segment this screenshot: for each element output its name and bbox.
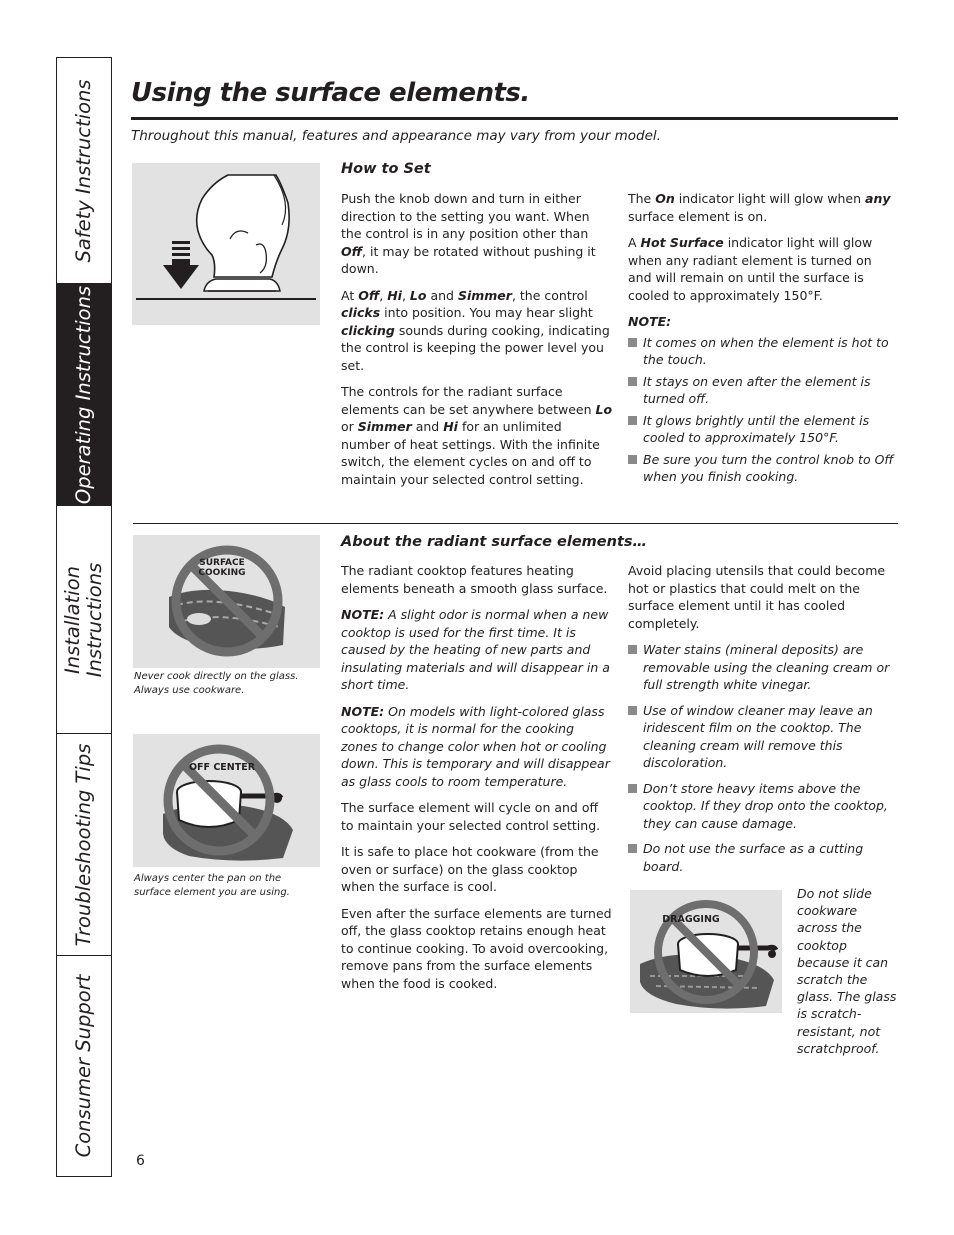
about-paragraph-4: Even after the surface elements are turned off, the glass cooktop retains enough heat to continue cooking. To avoid overcooking, remove pans from the surface elements when the food is cooked.: [341, 905, 612, 991]
tab-label: Consumer Support: [72, 974, 95, 1158]
tab-consumer-support[interactable]: [57, 956, 111, 1176]
tab-safety-instructions[interactable]: [57, 58, 111, 284]
list-item: Do not use the surface as a cutting board.: [628, 840, 894, 875]
page-title: Using the surface elements.: [131, 78, 530, 108]
list-item: It stays on even after the element is turned off.: [628, 373, 894, 408]
title-rule: [131, 117, 898, 120]
about-paragraph-3: It is safe to place hot cookware (from the oven or surface) on the glass cooktop when the surface is cool.: [341, 844, 599, 894]
about-radiant-heading: About the radiant surface elements…: [341, 534, 648, 550]
tab-installation-instructions[interactable]: [57, 506, 111, 734]
tab-label: Troubleshooting Tips: [72, 743, 95, 946]
hot-surface-paragraph: A Hot Surface indicator light will glow when any radiant element is turned on and will remain on until the surface is cooled to approximately 150°F.: [628, 235, 873, 303]
how-to-set-paragraph-2: At Off, Hi, Lo and Simmer, the control clicks into position. You may hear slight clicking sounds during cooking, indicating the control is keeping the power level you set.: [341, 287, 610, 373]
about-note-2: NOTE: On models with light-colored glass cooktops, it is normal for the cooking zones to change color when hot or cooling down. This is temporary and will disappear as glass cools to room temperature.: [341, 703, 610, 789]
how-to-set-left-column: [341, 190, 613, 497]
about-radiant-left-column: [341, 562, 613, 1001]
surface-cooking-illustration: [133, 535, 320, 668]
knob-push-turn-illustration: [132, 163, 320, 325]
list-item: Water stains (mineral deposits) are removable using the cleaning cream or full strength white vinegar.: [628, 641, 894, 694]
about-paragraph-1: The radiant cooktop features heating elements beneath a smooth glass surface.: [341, 563, 608, 596]
on-indicator-paragraph: The On indicator light will glow when any surface element is on.: [628, 191, 891, 224]
how-to-set-paragraph-3: The controls for the radiant surface elements can be set anywhere between Lo or Simmer and Hi for an unlimited number of heat settings. With the infinite switch, the element cycles on and off to maintain your selected control setting.: [341, 384, 613, 487]
care-tips-list: [628, 641, 894, 875]
side-tab-bar: [56, 57, 112, 1177]
how-to-set-heading: How to Set: [341, 161, 431, 177]
off-center-label: OFF CENTER: [188, 762, 256, 773]
avoid-utensils-paragraph: Avoid placing utensils that could become hot or plastics that could melt on the surface element until it has cooled completely.: [628, 563, 886, 631]
how-to-set-right-column: [628, 190, 894, 490]
dragging-label: DRAGGING: [662, 914, 720, 925]
section-divider: [133, 523, 898, 524]
note-label: NOTE:: [628, 314, 672, 329]
tab-operating-instructions[interactable]: [57, 284, 111, 506]
how-to-set-paragraph-1: Push the knob down and turn in either direction to the setting you want. When the control is in any position other than Off, it may be rotated without pushing it down.: [341, 191, 596, 276]
tab-label: Safety Instructions: [72, 78, 95, 263]
list-item: Use of window cleaner may leave an iridescent film on the cooktop. The cleaning cream will remove this discoloration.: [628, 702, 894, 772]
about-note-1: NOTE: A slight odor is normal when a new cooktop is used for the first time. It is caused by the heating of new parts and insulating materials and will disappear in a short time.: [341, 607, 610, 692]
about-radiant-right-column: [628, 562, 894, 879]
list-item: Don’t store heavy items above the cooktop. If they drop onto the cooktop, they can cause damage.: [628, 780, 894, 833]
off-center-caption: Always center the pan on the surface element you are using.: [134, 873, 290, 898]
dragging-caption: Do not slide cookware across the cooktop because it can scratch the glass. The glass is scratch-resistant, not scratchproof.: [797, 886, 897, 1056]
dragging-illustration: [630, 890, 782, 1013]
list-item: It glows brightly until the element is cooled to approximately 150°F.: [628, 412, 894, 447]
tab-troubleshooting-tips[interactable]: [57, 734, 111, 956]
surface-cooking-label: SURFACE COOKING: [198, 558, 246, 578]
tab-label: Operating Instructions: [72, 285, 95, 504]
tab-label: Installation Instructions: [61, 562, 106, 677]
list-item: Be sure you turn the control knob to Off when you finish cooking.: [628, 451, 894, 486]
off-center-illustration: [133, 734, 320, 867]
page-number: 6: [136, 1153, 145, 1169]
page-subtitle: Throughout this manual, features and appearance may vary from your model.: [131, 128, 661, 144]
list-item: It comes on when the element is hot to the touch.: [628, 334, 894, 369]
hot-surface-notes-list: [628, 334, 894, 486]
surface-cooking-caption: Never cook directly on the glass. Always use cookware.: [134, 671, 299, 696]
about-paragraph-2: The surface element will cycle on and off to maintain your selected control setting.: [341, 800, 601, 833]
